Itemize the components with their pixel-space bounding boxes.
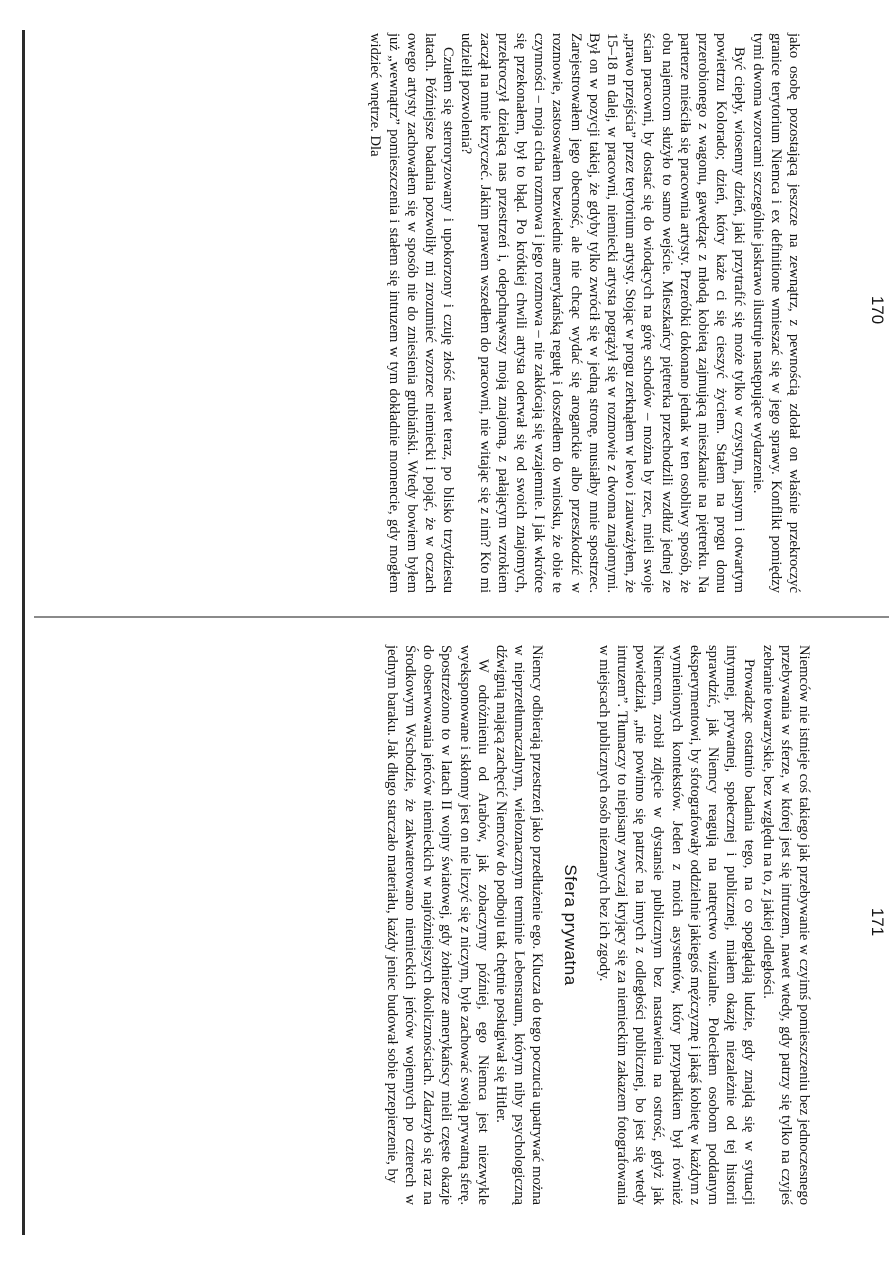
paragraph: Niemców nie istnieje coś takiego jak przebywanie w czyimś pomieszczeniu bez jednoczesnego przebywania w sferze, w której jest się intruzem, nawet wtedy, gdy patrzy się tylko na czyjeś zebranie towarzyskie, bez względu na to, z jakiej odległości. xyxy=(759,645,812,1205)
paragraph: Niemcy odbierają przestrzeń jako przedłużenie ego. Klucza do tego poczucia upatrywać można w nieprzetłumaczalnym, wieloznacznym terminie Lebensraum, którym niby psychologiczną dźwignią mającą zachęcić Niemców do podboju tak chętnie posługiwał się Hitler. xyxy=(492,645,546,1205)
page-171 xyxy=(105,630,893,1215)
page-170 xyxy=(105,18,893,603)
section-heading: Sfera prywatna xyxy=(560,864,580,986)
text-column xyxy=(383,645,813,1205)
paragraph: Być ciepły, wiosenny dzień, jaki przytrafić się może tylko w czystym, jasnym i otwartym powietrzu Kolorado; dzień, który każe ci się cieszyć życiem. Stałem na progu domu przerobionego z wagonu, gawędząc z młodą kobietą zajmującą mieszkanie na piętrerku. Na parterze mieściła się pracownia artysty. Przeróbki dokonano jednak w ten osobliwy sposób, że obu najemcom służyło to samo wejście. Mieszkańcy piętrerka przechodzili wzdłuż jednej ze ścian pracowni, by dostać się do wiodących na górę schodów – można by rzec, mieli swoje „prawo przejścia” przez terytorium artysty. Stojąc w progu zerknąłem w lewo i zauważyłem, że 15–18 m dalej, w pracowni, niemiecki artysta pogrążył się w rozmowie z dwoma znajomymi. Był on w pozycji takiej, że gdyby tylko zwrócił się w jedną stronę, musiałby mnie spostrzec. Zarejestrowałem jego obecność, ale nie chcąc wydać się aroganckie albo przeszkodzić w rozmowie, zastosowałem bezwiednie amerykańską regułę i doszedłem do wniosku, że obie te czynności – moja cicha rozmowa i jego rozmowa – nie zakłócają się wzajemnie. I jak wkrótce się przekonałem, był to błąd. Po krótkiej chwili artysta oderwał się od swoich znajomych, przekroczył dzielącą nas przestrzeń i, odepchnąwszy moją znajomą, z pałającym wzrokiem zaczął na mnie krzyczeć. Jakim prawem wszedłem do pracowni, nie witając się z nim? Kto mi udzielił pozwolenia? xyxy=(458,33,748,593)
page-number: 170 xyxy=(868,295,887,325)
paragraph: Czułem się sterroryzowany i upokorzony i czuję złość nawet teraz, po blisko trzydziestu latach. Późniejsze badania pozwoliły mi zrozumieć wzorzec niemiecki i pojąć, że w oczach owego artysty zachowałem się w sposób nie do zniesienia grubiański. Wtedy bowiem byłem już „wewnątrz” pomieszczenia i stałem się intruzem w tym dokładnie momencie, gdy mogłem widzieć wnętrze. Dla xyxy=(367,33,457,593)
book-binding-edge xyxy=(22,30,25,1235)
paragraph: jako osobę pozostającą jeszcze na zewnątrz, z pewnością zdołał on właśnie przekroczyć granice terytorium Niemca i ex definitione wmieszać się w jego sprawy. Konflikt pomiędzy tymi dwoma wzorcami szczególnie jaskrawo ilustruje następujące wydarzenie. xyxy=(749,33,802,593)
text-column xyxy=(366,33,803,593)
page-number: 171 xyxy=(868,907,887,937)
paragraph: Prowadząc ostatnio badania tego, na co spoglądają ludzie, gdy znajdą się w sytuacji intymnej, prywatnej, społecznej i publicznej, miałem okazję niezależnie od tej historii sprawdzić, jak Niemcy reagują na natręctwo wizualne. Poleciłem osobom poddanym eksperymentowi, by sfotografowały oddzielnie jakiegoś mężczyznę i jakąś kobietę w każdym z wymienionych kontekstów. Jeden z moich asystentów, który przypadkiem był również Niemcem, zrobił zdjęcie w dystansie publicznym bez nastawienia na ostrość, gdyż jak powiedział, „nie powinno się patrzeć na innych z odległości publicznej, bo jest się wtedy intruzem”. Tłumaczy to niepisany zwyczaj kryjący się za niemieckim zakazem fotografowania w miejscach publicznych osób nieznanych bez ich zgody. xyxy=(595,645,758,1205)
paragraph: W odróżnieniu od Arabów, jak zobaczymy później, ego Niemca jest niezwykle wyeksponowane i skłonny jest on nie liczyć się z niczym, byle zachować swoją prywatną sferę. Spostrzeżono to w latach II wojny światowej, gdy żołnierze amerykańscy mieli częste okazje do obserwowania jeńców niemieckich w najróżniejszych okolicznościach. Zdarzyło się raz na Środkowym Wschodzie, że zakwaterowano niemieckich jeńców wojennych po czterech w jednym baraku. Jak długo starczało materiału, każdy jeniec budował sobie przepierzenie, by xyxy=(383,645,491,1205)
page-fold-line xyxy=(34,616,889,618)
